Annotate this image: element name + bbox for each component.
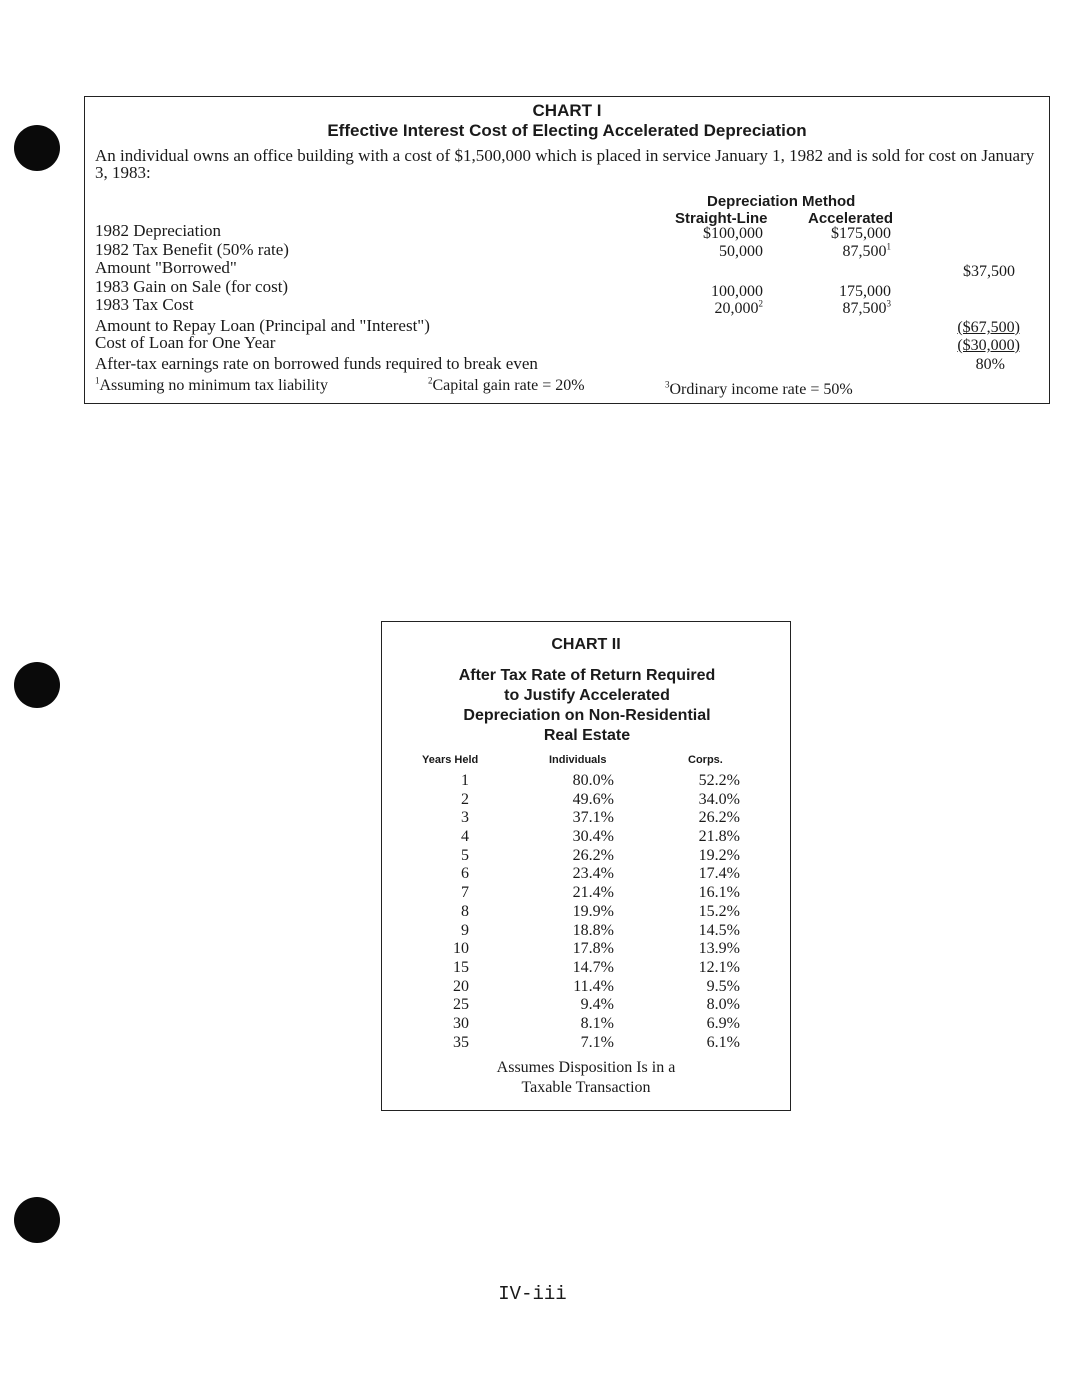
table-row bbox=[382, 978, 790, 997]
punch-hole-middle bbox=[14, 662, 60, 708]
row-1983-gain-label: 1983 Gain on Sale (for cost) bbox=[95, 277, 289, 296]
row-1982-tax-benefit-accel: 87,500$^1$ bbox=[842, 241, 891, 260]
individuals-cell: 8.1% bbox=[580, 1014, 614, 1032]
table-row bbox=[382, 884, 790, 903]
row-breakeven-label: After-tax earnings rate on borrowed funds required to break even bbox=[95, 354, 538, 373]
corps-cell: 14.5% bbox=[698, 921, 740, 939]
years-held-cell: 25 bbox=[453, 996, 469, 1014]
table-row bbox=[382, 847, 790, 866]
individuals-cell: 9.4% bbox=[580, 996, 614, 1014]
table-row bbox=[382, 791, 790, 810]
chart-1-label: CHART I bbox=[532, 101, 602, 120]
years-held-header: Years Held bbox=[422, 754, 479, 766]
footnote-2: $^2$Capital gain rate = 20% bbox=[428, 375, 585, 394]
individuals-cell: 80.0% bbox=[572, 772, 614, 789]
row-cost-of-loan-value: ($30,000) bbox=[957, 337, 1020, 354]
chart-2-note-line: Assumes Disposition Is in a bbox=[496, 1059, 676, 1076]
chart-1-intro: An individual owns an office building with a cost of $1,500,000 which is placed in service January 1, 1982 and is sold for cost on January 3, 1983: bbox=[95, 146, 1035, 182]
table-row bbox=[382, 809, 790, 828]
corps-cell: 26.2% bbox=[698, 809, 740, 827]
corps-cell: 6.1% bbox=[706, 1033, 740, 1051]
individuals-cell: 37.1% bbox=[572, 809, 614, 827]
individuals-header: Individuals bbox=[549, 754, 607, 766]
years-held-cell: 10 bbox=[453, 940, 469, 958]
years-held-cell: 2 bbox=[461, 790, 469, 808]
corps-cell: 13.9% bbox=[698, 940, 740, 958]
corps-cell: 8.0% bbox=[706, 996, 740, 1014]
individuals-cell: 30.4% bbox=[572, 828, 614, 846]
chart-1-box bbox=[84, 96, 1050, 404]
corps-cell: 52.2% bbox=[698, 772, 740, 789]
corps-header: Corps. bbox=[688, 754, 723, 766]
row-breakeven-value: 80% bbox=[975, 356, 1005, 373]
row-1983-gain-accel: 175,000 bbox=[839, 283, 891, 300]
years-held-cell: 8 bbox=[461, 902, 469, 920]
corps-cell: 17.4% bbox=[698, 865, 740, 883]
chart-2-table-body bbox=[382, 772, 790, 1052]
table-row bbox=[382, 772, 790, 791]
chart-2-label: CHART II bbox=[551, 636, 621, 653]
row-1982-tax-benefit-label: 1982 Tax Benefit (50% rate) bbox=[95, 240, 289, 259]
table-row bbox=[382, 959, 790, 978]
years-held-cell: 6 bbox=[461, 865, 469, 883]
row-1983-tax-cost-straight: 20,000$^2$ bbox=[714, 298, 763, 317]
row-amount-borrowed-label: Amount "Borrowed" bbox=[95, 258, 237, 277]
row-1983-tax-cost-accel: 87,500$^3$ bbox=[842, 298, 891, 317]
chart-2-note bbox=[382, 1058, 790, 1098]
years-held-cell: 9 bbox=[461, 921, 469, 939]
table-row bbox=[382, 996, 790, 1015]
chart-2-title bbox=[422, 666, 752, 746]
row-1982-depreciation-accel: $175,000 bbox=[831, 225, 891, 242]
chart-2-title-line: to Justify Accelerated bbox=[504, 687, 670, 704]
years-held-cell: 3 bbox=[461, 809, 469, 827]
corps-cell: 21.8% bbox=[698, 828, 740, 846]
table-row bbox=[382, 903, 790, 922]
corps-cell: 12.1% bbox=[698, 958, 740, 976]
years-held-cell: 5 bbox=[461, 846, 469, 864]
chart-2-title-line: Real Estate bbox=[543, 727, 631, 744]
corps-cell: 6.9% bbox=[706, 1014, 740, 1032]
years-held-cell: 20 bbox=[453, 977, 469, 995]
individuals-cell: 23.4% bbox=[572, 865, 614, 883]
individuals-cell: 7.1% bbox=[580, 1033, 614, 1051]
corps-cell: 15.2% bbox=[698, 902, 740, 920]
chart-2-title-line: Depreciation on Non-Residential bbox=[463, 707, 711, 724]
page-number: IV-iii bbox=[498, 1283, 567, 1305]
row-amount-borrowed-value: $37,500 bbox=[963, 263, 1015, 280]
corps-cell: 34.0% bbox=[698, 790, 740, 808]
corps-cell: 19.2% bbox=[698, 846, 740, 864]
individuals-cell: 19.9% bbox=[572, 902, 614, 920]
individuals-cell: 21.4% bbox=[572, 884, 614, 902]
row-1982-depreciation-label: 1982 Depreciation bbox=[95, 221, 222, 240]
individuals-cell: 18.8% bbox=[572, 921, 614, 939]
chart-2-box bbox=[381, 621, 791, 1111]
table-row bbox=[382, 1015, 790, 1034]
chart-2-note-line: Taxable Transaction bbox=[521, 1079, 651, 1096]
years-held-cell: 15 bbox=[453, 958, 469, 976]
punch-hole-bottom bbox=[14, 1197, 60, 1243]
row-1983-tax-cost-label: 1983 Tax Cost bbox=[95, 295, 194, 314]
individuals-cell: 17.8% bbox=[572, 940, 614, 958]
accelerated-header: Accelerated bbox=[808, 210, 894, 227]
footnote-3: $^3$Ordinary income rate = 50% bbox=[665, 379, 853, 398]
row-1982-tax-benefit-straight: 50,000 bbox=[719, 243, 763, 260]
table-row bbox=[382, 828, 790, 847]
table-row bbox=[382, 922, 790, 941]
footnote-1: $^1$Assuming no minimum tax liability bbox=[95, 375, 328, 394]
individuals-cell: 49.6% bbox=[572, 790, 614, 808]
row-repay-loan-label: Amount to Repay Loan (Principal and "Interest") bbox=[95, 316, 430, 335]
corps-cell: 9.5% bbox=[706, 977, 740, 995]
individuals-cell: 26.2% bbox=[572, 846, 614, 864]
chart-2-title-line: After Tax Rate of Return Required bbox=[458, 667, 716, 684]
table-row bbox=[382, 1034, 790, 1053]
years-held-cell: 4 bbox=[461, 828, 469, 846]
years-held-cell: 35 bbox=[453, 1033, 469, 1051]
individuals-cell: 14.7% bbox=[572, 958, 614, 976]
straight-line-header: Straight-Line bbox=[675, 210, 768, 227]
depreciation-method-header: Depreciation Method bbox=[707, 193, 856, 210]
row-1982-depreciation-straight: $100,000 bbox=[703, 225, 763, 242]
punch-hole-top bbox=[14, 125, 60, 171]
row-repay-loan-value: ($67,500) bbox=[957, 319, 1020, 336]
table-row bbox=[382, 940, 790, 959]
table-row bbox=[382, 865, 790, 884]
corps-cell: 16.1% bbox=[698, 884, 740, 902]
years-held-cell: 1 bbox=[461, 772, 469, 789]
row-1983-gain-straight: 100,000 bbox=[711, 283, 763, 300]
years-held-cell: 30 bbox=[453, 1014, 469, 1032]
individuals-cell: 11.4% bbox=[573, 977, 614, 995]
chart-1-title: Effective Interest Cost of Electing Accelerated Depreciation bbox=[327, 121, 807, 140]
row-cost-of-loan-label: Cost of Loan for One Year bbox=[95, 333, 276, 352]
years-held-cell: 7 bbox=[461, 884, 469, 902]
